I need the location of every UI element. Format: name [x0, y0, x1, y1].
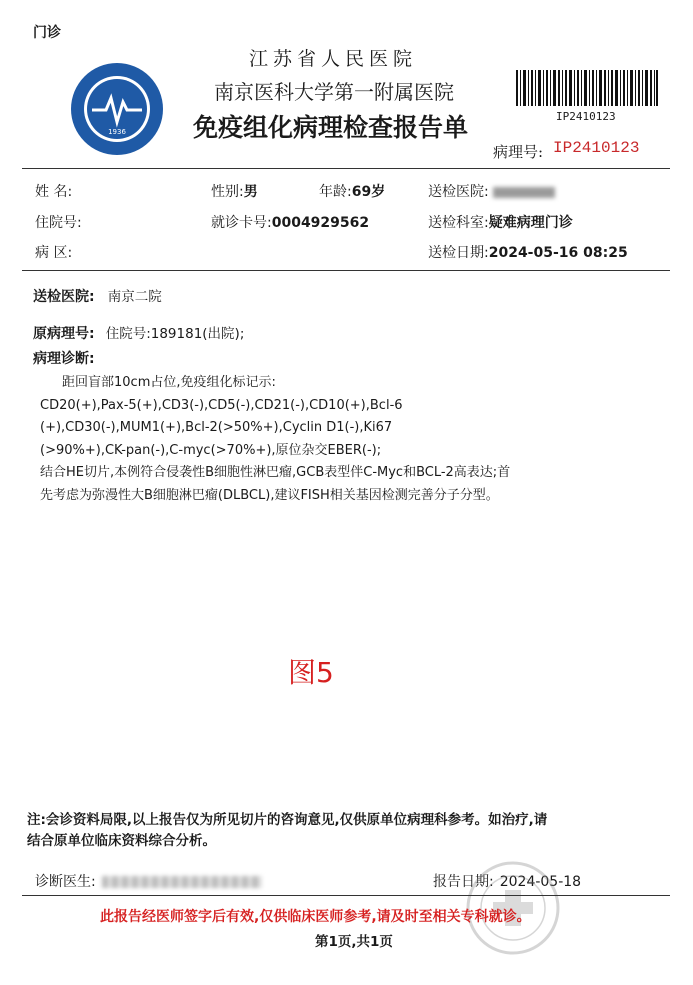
report-title: 免疫组化病理检查报告单: [193, 113, 469, 142]
disclaimer-note: [27, 810, 667, 852]
hospital-name-1: 江苏省人民医院: [249, 48, 418, 70]
age-label: 年龄:: [319, 184, 352, 200]
diagnosis-line: 结合HE切片,本例符合侵袭性B细胞性淋巴瘤,GCB表型伴C-Myc和BCL-2高表达;首: [40, 465, 511, 480]
diagnosis-text: [40, 372, 622, 507]
ward-label: 病 区:: [35, 245, 73, 261]
sending-dept-label: 送检科室:: [428, 215, 489, 231]
age-value: 69岁: [351, 184, 386, 200]
doctor-label: 诊断医生:: [35, 874, 96, 890]
redacted-hospital: [493, 187, 555, 198]
gender-field: [211, 181, 258, 201]
diagnosis-line: 距回盲部10cm占位,免疫组化标记示:: [62, 375, 276, 390]
diagnosis-line: (>90%+),CK-pan(-),C-myc(>70%+),原位杂交EBER(-);: [40, 442, 382, 458]
hospital-logo: [70, 62, 164, 156]
barcode-text: IP2410123: [556, 110, 616, 123]
divider-top: [22, 168, 670, 169]
gender-label: 性别:: [211, 184, 244, 200]
card-no-field: [211, 212, 369, 232]
sending-dept-field: [428, 212, 573, 232]
orig-path-label: 原病理号:: [33, 326, 95, 342]
report-date-label: 报告日期:: [433, 874, 494, 890]
diagnosis-line: CD20(+),Pax-5(+),CD3(-),CD5(-),CD21(-),CD10(+),Bcl-6: [40, 397, 403, 413]
inpatient-no-label: 住院号:: [35, 215, 82, 231]
divider-bottom: [22, 895, 670, 896]
send-hospital-label: 送检医院:: [33, 289, 95, 305]
sending-dept-value: 疑难病理门诊: [488, 215, 573, 231]
send-hospital-line: [33, 285, 162, 306]
sending-date-field: [428, 242, 628, 262]
redacted-doctor-signature: [102, 876, 262, 888]
pathology-no: IP2410123: [553, 139, 640, 157]
orig-path-line: [33, 322, 244, 343]
sending-hospital-field: [428, 181, 555, 201]
footer-warning: 此报告经医师签字后有效,仅供临床医师参考,请及时至相关专科就诊。: [100, 909, 531, 925]
note-line: 结合原单位临床资料综合分析。: [27, 833, 216, 849]
inpatient-no-field: [35, 212, 82, 232]
send-hospital-value: 南京二院: [107, 289, 162, 305]
doctor-field: [35, 871, 262, 891]
card-no-label: 就诊卡号:: [211, 215, 272, 231]
card-no-value: 0004929562: [271, 215, 370, 231]
pathology-no-label: 病理号:: [493, 143, 544, 161]
hospital-name-2: 南京医科大学第一附属医院: [214, 80, 454, 104]
clinic-type: 门诊: [33, 25, 61, 41]
page-number: 第1页,共1页: [315, 934, 393, 950]
diagnosis-label: 病理诊断:: [33, 351, 95, 367]
figure-label: 图5: [288, 656, 334, 689]
note-line: 注:会诊资料局限,以上报告仅为所见切片的咨询意见,仅供原单位病理科参考。如治疗,请: [27, 812, 548, 828]
report-date-value: 2024-05-18: [499, 874, 582, 890]
logo-year: 1936: [108, 128, 126, 136]
sending-hospital-label: 送检医院:: [428, 184, 489, 200]
sending-date-value: 2024-05-16 08:25: [488, 245, 628, 261]
ward-field: [35, 242, 72, 262]
patient-name-label: 姓 名:: [35, 184, 73, 200]
divider-middle: [22, 270, 670, 271]
age-field: [319, 181, 385, 201]
diagnosis-line: 先考虑为弥漫性大B细胞淋巴瘤(DLBCL),建议FISH相关基因检测完善分子分型。: [40, 487, 499, 503]
diagnosis-line: (+),CD30(-),MUM1(+),Bcl-2(>50%+),Cyclin D1(-),Ki67: [40, 420, 393, 435]
orig-path-value: 住院号:189181(出院);: [105, 326, 245, 342]
barcode: [516, 70, 658, 106]
sending-date-label: 送检日期:: [428, 245, 489, 261]
gender-value: 男: [243, 184, 258, 200]
patient-name-field: [35, 181, 72, 201]
